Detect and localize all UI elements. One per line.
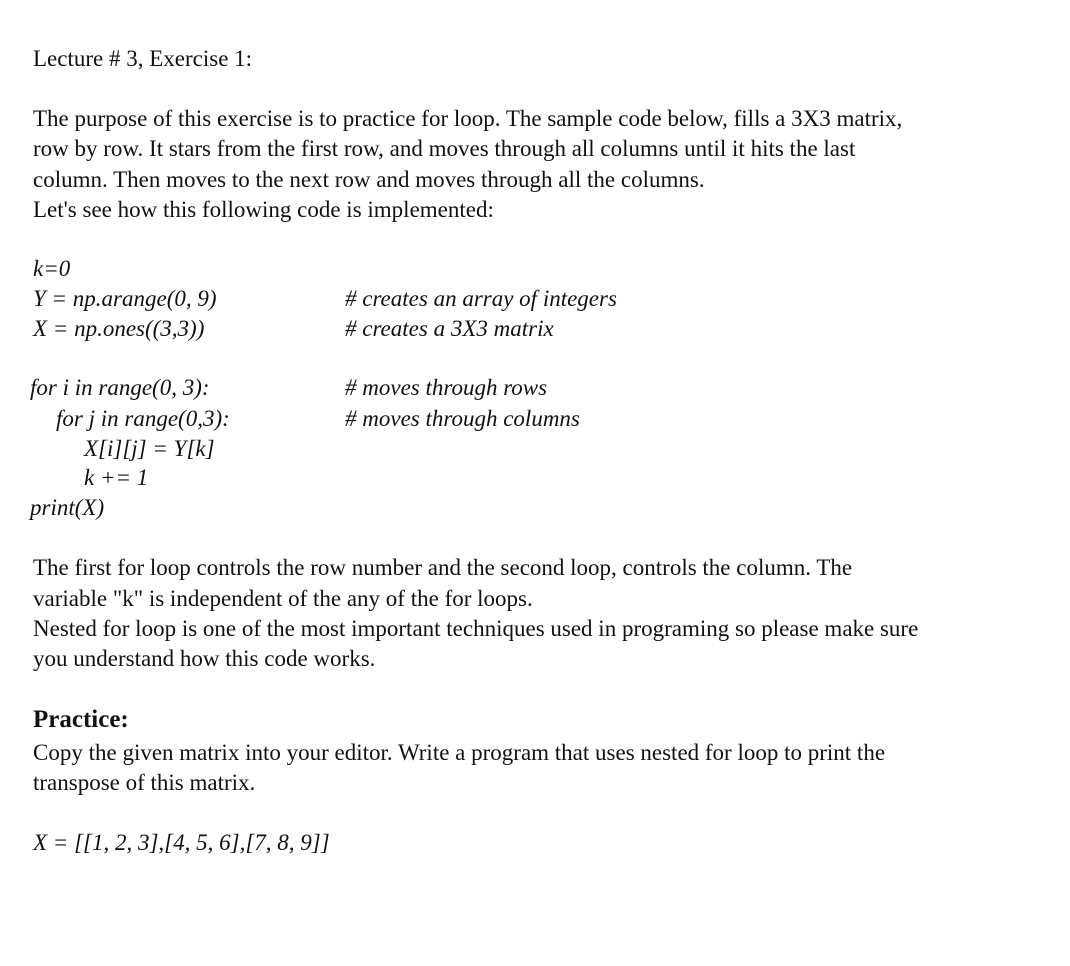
explanation-line-1: The first for loop controls the row number and the second loop, controls the column. The [33, 555, 853, 580]
code-line-arange: Y = np.arange(0, 9) [33, 286, 217, 311]
code-line-assign: X[i][j] = Y[k] [84, 436, 215, 461]
practice-line-2: transpose of this matrix. [33, 770, 256, 795]
explanation-line-4: you understand how this code works. [33, 646, 376, 671]
code-line-for-i: for i in range(0, 3): [30, 375, 210, 400]
code-line-for-j: for j in range(0,3): [56, 406, 230, 431]
lecture-title: Lecture # 3, Exercise 1: [33, 46, 253, 71]
code-comment-matrix: # creates a 3X3 matrix [345, 316, 554, 341]
code-comment-array: # creates an array of integers [345, 286, 617, 311]
code-line-print: print(X) [30, 495, 105, 520]
explanation-line-2: variable "k" is independent of the any of the for loops. [33, 586, 533, 611]
code-line-k-init: k=0 [33, 256, 71, 281]
practice-matrix: X = [[1, 2, 3],[4, 5, 6],[7, 8, 9]] [33, 830, 330, 855]
explanation-line-3: Nested for loop is one of the most important techniques used in programing so please make sure [33, 616, 919, 641]
practice-heading: Practice: [33, 706, 129, 733]
intro-line-3: column. Then moves to the next row and moves through all the columns. [33, 167, 705, 192]
code-comment-columns: # moves through columns [345, 406, 580, 431]
intro-line-1: The purpose of this exercise is to practice for loop. The sample code below, fills a 3X3 matrix, [33, 106, 903, 131]
intro-line-4: Let's see how this following code is implemented: [33, 197, 494, 222]
code-comment-rows: # moves through rows [345, 375, 548, 400]
code-line-ones: X = np.ones((3,3)) [33, 316, 205, 341]
practice-line-1: Copy the given matrix into your editor. Write a program that uses nested for loop to print the [33, 740, 886, 765]
intro-line-2: row by row. It stars from the first row, and moves through all columns until it hits the last [33, 136, 856, 161]
code-line-increment: k += 1 [84, 465, 149, 490]
